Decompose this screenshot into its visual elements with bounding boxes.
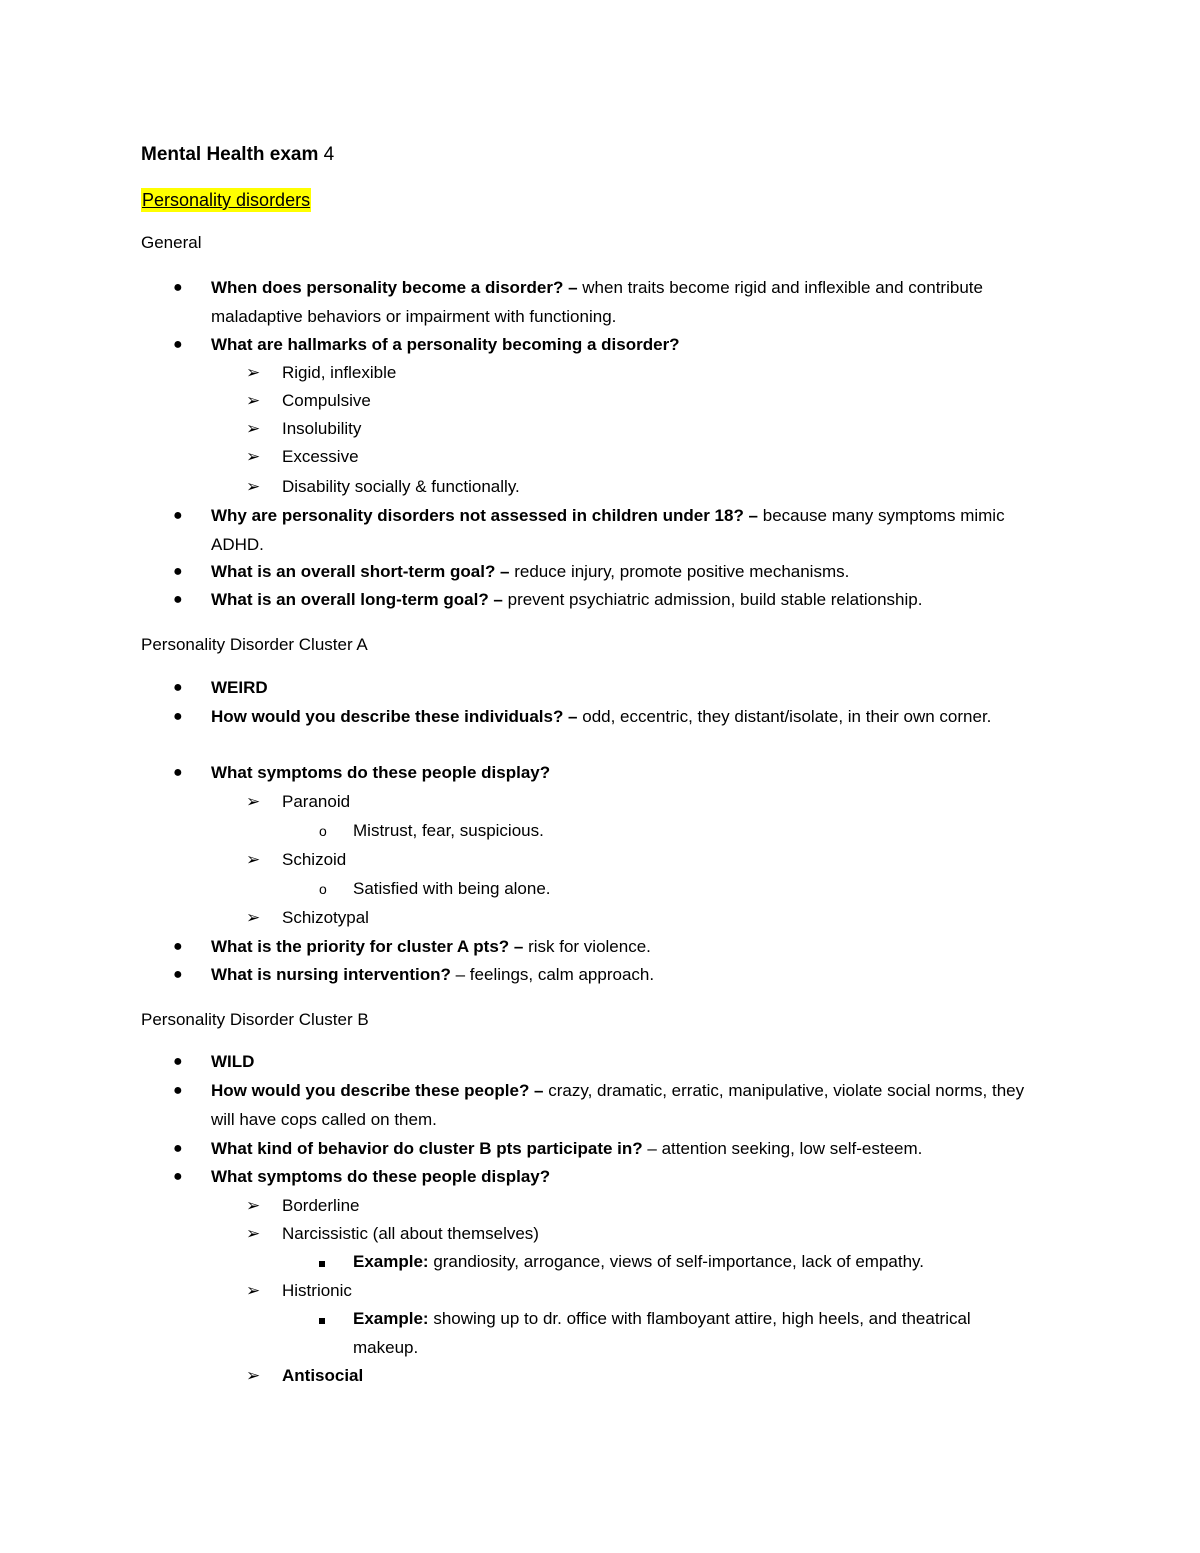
arrow-bullet-icon: ➢ <box>246 1224 261 1243</box>
document-title: Mental Health exam 4 <box>141 144 335 165</box>
arrow-bullet-icon: ➢ <box>246 363 261 382</box>
heading-cluster-b: Personality Disorder Cluster B <box>141 1010 369 1029</box>
list-item: How would you describe these individuals? – odd, eccentric, they distant/isolate, in their own corner. <box>211 707 992 726</box>
arrow-bullet-icon: ➢ <box>246 419 261 438</box>
arrow-bullet-icon: ➢ <box>246 850 261 869</box>
arrow-bullet-icon: ➢ <box>246 1196 261 1215</box>
bullet-icon: ● <box>173 1168 183 1185</box>
list-subitem: Borderline <box>282 1196 360 1215</box>
heading-cluster-a: Personality Disorder Cluster A <box>141 635 368 654</box>
circle-bullet-icon: o <box>319 881 327 897</box>
list-detail: Example: grandiosity, arrogance, views of self-importance, lack of empathy. <box>353 1252 925 1271</box>
square-bullet-icon <box>319 1261 325 1267</box>
list-item: What symptoms do these people display? <box>211 763 551 782</box>
circle-bullet-icon: o <box>319 823 327 839</box>
arrow-bullet-icon: ➢ <box>246 1281 261 1300</box>
arrow-bullet-icon: ➢ <box>246 908 261 927</box>
list-subitem: Compulsive <box>282 391 371 410</box>
list-item: WILD <box>211 1052 255 1071</box>
arrow-bullet-icon: ➢ <box>246 477 261 496</box>
bullet-icon: ● <box>173 336 183 353</box>
list-item: What is the priority for cluster A pts? – risk for violence. <box>211 937 651 956</box>
list-subitem: Schizoid <box>282 850 347 869</box>
list-subitem: Histrionic <box>282 1281 352 1300</box>
square-bullet-icon <box>319 1318 325 1324</box>
bullet-icon: ● <box>173 1082 183 1099</box>
bullet-icon: ● <box>173 966 183 983</box>
list-subitem: Paranoid <box>282 792 351 811</box>
bullet-icon: ● <box>173 279 183 296</box>
list-item: How would you describe these people? – crazy, dramatic, erratic, manipulative, violate social norms, they will have cops called on them. <box>211 1081 1025 1129</box>
list-detail: Mistrust, fear, suspicious. <box>353 821 544 840</box>
list-item: Why are personality disorders not assessed in children under 18? – because many symptoms mimic ADHD. <box>211 506 1005 554</box>
list-subitem: Rigid, inflexible <box>282 363 397 382</box>
bullet-icon: ● <box>173 679 183 696</box>
list-subitem: Disability socially & functionally. <box>282 477 520 496</box>
list-item: What kind of behavior do cluster B pts participate in? – attention seeking, low self-esteem. <box>211 1139 923 1158</box>
list-subitem: Narcissistic (all about themselves) <box>282 1224 539 1243</box>
list-detail: Example: showing up to dr. office with flamboyant attire, high heels, and theatrical makeup. <box>353 1309 971 1357</box>
list-subitem: Antisocial <box>282 1366 364 1385</box>
bullet-icon: ● <box>173 1053 183 1070</box>
list-subitem: Insolubility <box>282 419 362 438</box>
list-item: When does personality become a disorder? – when traits become rigid and inflexible and contribute maladaptive behaviors or impairment with functioning. <box>211 278 983 326</box>
bullet-icon: ● <box>173 563 183 580</box>
arrow-bullet-icon: ➢ <box>246 447 261 466</box>
list-item: What is an overall short-term goal? – reduce injury, promote positive mechanisms. <box>211 562 850 581</box>
list-item: What symptoms do these people display? <box>211 1167 551 1186</box>
list-subitem: Schizotypal <box>282 908 369 927</box>
arrow-bullet-icon: ➢ <box>246 1366 261 1385</box>
arrow-bullet-icon: ➢ <box>246 792 261 811</box>
section-title: Personality disorders <box>142 190 311 210</box>
list-detail: Satisfied with being alone. <box>353 879 551 898</box>
list-subitem: Excessive <box>282 447 359 466</box>
list-item: What is an overall long-term goal? – prevent psychiatric admission, build stable relationship. <box>211 590 923 609</box>
list-item: WEIRD <box>211 678 268 697</box>
bullet-icon: ● <box>173 764 183 781</box>
bullet-icon: ● <box>173 1140 183 1157</box>
arrow-bullet-icon: ➢ <box>246 391 261 410</box>
bullet-icon: ● <box>173 591 183 608</box>
bullet-icon: ● <box>173 507 183 524</box>
bullet-icon: ● <box>173 938 183 955</box>
bullet-icon: ● <box>173 708 183 725</box>
heading-general: General <box>141 233 202 252</box>
list-item: What are hallmarks of a personality becoming a disorder? <box>211 335 680 354</box>
list-item: What is nursing intervention? – feelings, calm approach. <box>211 965 655 984</box>
